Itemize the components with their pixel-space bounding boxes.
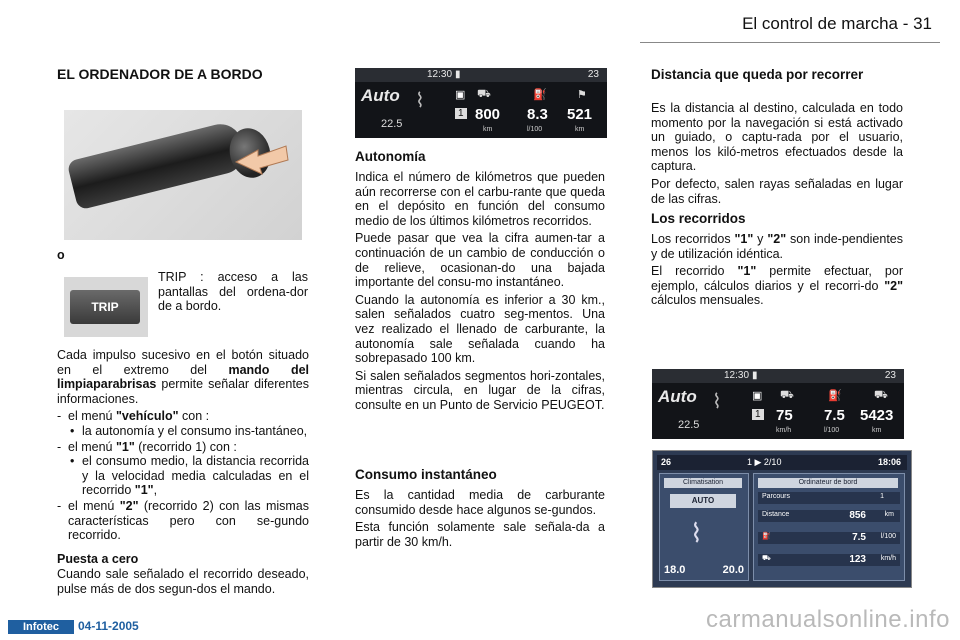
unit-distance: km xyxy=(575,126,585,133)
paragraph: Es la cantidad media de carburante consumido desde hace algunos se-gundos. xyxy=(355,488,605,517)
seat-icon: ⌇ xyxy=(415,90,425,112)
paragraph: El recorrido "1" permite efectuar, por ejemplo, cálculos diarios y el recorri-do "2" cálculos mensuales. xyxy=(651,264,903,308)
nav-status-bar xyxy=(657,455,907,470)
speed-icon: ⛟ xyxy=(780,389,794,401)
section-heading-recorridos: Los recorridos xyxy=(651,211,746,226)
clim-auto-button: AUTO xyxy=(670,494,736,508)
page-header-title: El control de marcha - 31 xyxy=(742,14,932,33)
clim-set-temp: 22.5 xyxy=(678,419,700,431)
seat-icon: ⌇ xyxy=(712,391,722,413)
car-icon: ▣ xyxy=(455,89,466,101)
value-autonomy: 800 xyxy=(475,106,501,123)
unit-distance: km xyxy=(872,427,882,434)
fuel-icon: ▮ xyxy=(752,370,758,381)
paragraph: Cuando la autonomía es inferior a 30 km., salen señalados cuatro seg-mentos. Una vez realizado el llenado de carburante, la autonomía sale señalada cuando ha sobrepasado 100 km. xyxy=(355,292,605,366)
list-item: - el menú "1" (recorrido 1) con : • el consumo medio, la distancia recorrida y la velocidad media calculadas en el recorrido "1", xyxy=(57,440,309,498)
consumo-body xyxy=(355,488,605,552)
trip-number-badge: 1 xyxy=(752,409,764,420)
list-item: • el consumo medio, la distancia recorrida y la velocidad media calculadas en el recorrido "1", xyxy=(68,454,309,498)
unit-consumption: l/100 xyxy=(527,126,543,133)
intro-paragraph: Cada impulso sucesivo en el botón situado en el extremo del mando del limpiaparabrisas permite señalar diferentes informaciones. xyxy=(57,348,309,406)
trip-display-trip1 xyxy=(652,369,904,439)
clim-temp-left: 18.0 xyxy=(664,564,686,576)
navigation-display xyxy=(652,450,912,588)
paragraph: Por defecto, salen rayas señaladas en lugar de las cifras. xyxy=(651,176,903,206)
reset-heading: Puesta a cero xyxy=(57,552,139,566)
clim-temp-right: 20.0 xyxy=(722,564,744,576)
display-time: 12:30 xyxy=(724,370,750,381)
list-item: - el menú "2" (recorrido 2) con las mismas características pero con se-gundo recorrido. xyxy=(57,499,309,543)
section-heading-distancia: Distancia que queda por recorrer xyxy=(651,67,864,82)
paragraph: Puede pasar que vea la cifra aumen-tar a continuación de un cambio de conducción o de relieve, ocasionan-do una bajada importante del consu-mo instantáneo. xyxy=(355,231,605,290)
trip-number-badge: 1 xyxy=(455,108,467,119)
unit-autonomy: km xyxy=(483,126,493,133)
trip-row-speed: ⛟ 123 km/h xyxy=(758,554,900,566)
col1-body xyxy=(57,348,309,544)
value-consumption: 7.5 xyxy=(824,407,845,424)
speed-icon: ⛟ xyxy=(762,555,771,562)
clim-panel-title: Climatisation xyxy=(664,478,742,488)
value-distance: 521 xyxy=(567,106,593,123)
display-topbar xyxy=(652,369,904,383)
nav-time: 18:06 xyxy=(877,457,901,467)
display-topbar xyxy=(355,68,607,82)
paragraph: Los recorridos "1" y "2" son inde-pendientes y de utilización idéntica. xyxy=(651,232,903,261)
paragraph: Si salen señalados segmentos hori-zontales, mientras circula, en lugar de la cifras, consulte en un Punto de Servicio PEUGEOT. xyxy=(355,368,605,412)
footer-date: 04-11-2005 xyxy=(78,619,139,633)
trip-computer-title: Ordinateur de bord xyxy=(758,478,898,488)
list-item: • la autonomía y el consumo ins-tantáneo, xyxy=(68,424,309,439)
distancia-body xyxy=(651,101,903,209)
trip-row-distance: Distance 856 km xyxy=(758,510,900,522)
paragraph: Indica el número de kilómetros que pueden aún recorrerse con el carbu-rante que queda en el depósito en función del consumo medio de los últimos kilómetros recorridos. xyxy=(355,170,605,228)
display-temp: 23 xyxy=(587,69,599,80)
clim-set-temp: 22.5 xyxy=(381,118,403,130)
autonomia-body xyxy=(355,170,605,416)
value-consumption: 8.3 xyxy=(527,106,548,123)
trip-button-image: TRIP xyxy=(70,290,140,324)
fuel-pump-icon: ⛽ xyxy=(533,89,547,101)
watermark-url: carmanualsonline.info xyxy=(706,606,950,633)
trip-row-parcours: Parcours 1 xyxy=(758,492,900,504)
trip-display-vehicle xyxy=(355,68,607,138)
flag-icon: ⚑ xyxy=(577,89,587,101)
section-heading-consumo: Consumo instantáneo xyxy=(355,467,497,482)
trip-computer-panel xyxy=(753,473,905,581)
infotec-badge: Infotec xyxy=(8,620,74,634)
unit-consumption: l/100 xyxy=(824,427,840,434)
display-temp: 23 xyxy=(884,370,896,381)
fuel-pump-icon: ⛽ xyxy=(828,390,842,402)
distance-icon: ⛟ xyxy=(874,389,888,401)
paragraph: Esta función solamente sale señala-da a partir de 30 km/h. xyxy=(355,520,605,549)
list-item: - el menú "vehículo" con : • la autonomía y el consumo ins-tantáneo, xyxy=(57,409,309,438)
fuel-pump-icon: ⛽ xyxy=(762,533,771,540)
seat-icon: ⌇ xyxy=(690,518,703,548)
section-heading-ordenador: EL ORDENADOR DE A BORDO xyxy=(57,66,263,82)
unit-average-speed: km/h xyxy=(776,427,792,434)
header-rule xyxy=(640,42,940,43)
display-time: 12:30 xyxy=(427,69,453,80)
section-heading-autonomia: Autonomía xyxy=(355,149,426,164)
vehicle-icon: ⛟ xyxy=(477,88,491,100)
trip-caption: TRIP : acceso a las pantallas del ordena-dor de a bordo. xyxy=(158,270,308,314)
outside-temp: 26 xyxy=(661,457,672,467)
clim-auto-label: Auto xyxy=(658,387,697,406)
recorridos-body xyxy=(651,232,903,311)
track-info: 1 ▶ 2/10 xyxy=(747,457,782,467)
car-icon: ▣ xyxy=(752,390,763,402)
value-average-speed: 75 xyxy=(776,407,793,424)
paragraph: Es la distancia al destino, calculada en todo momento por la navegación si está activado un guiado, o captu-rada por el usuario, menos los kiló-metros efectuados desde la captura. xyxy=(651,101,903,174)
or-label: o xyxy=(57,248,65,262)
pointer-arrow-icon xyxy=(232,140,292,180)
menu-list xyxy=(57,409,309,542)
clim-panel xyxy=(659,473,749,581)
trip-row-consumption: ⛽ 7.5 l/100 xyxy=(758,532,900,544)
value-distance: 5423 xyxy=(860,407,894,424)
reset-text: Cuando sale señalado el recorrido deseado, pulse más de dos segun-dos el mando. xyxy=(57,567,309,596)
fuel-icon: ▮ xyxy=(455,69,461,80)
clim-auto-label: Auto xyxy=(361,86,400,105)
